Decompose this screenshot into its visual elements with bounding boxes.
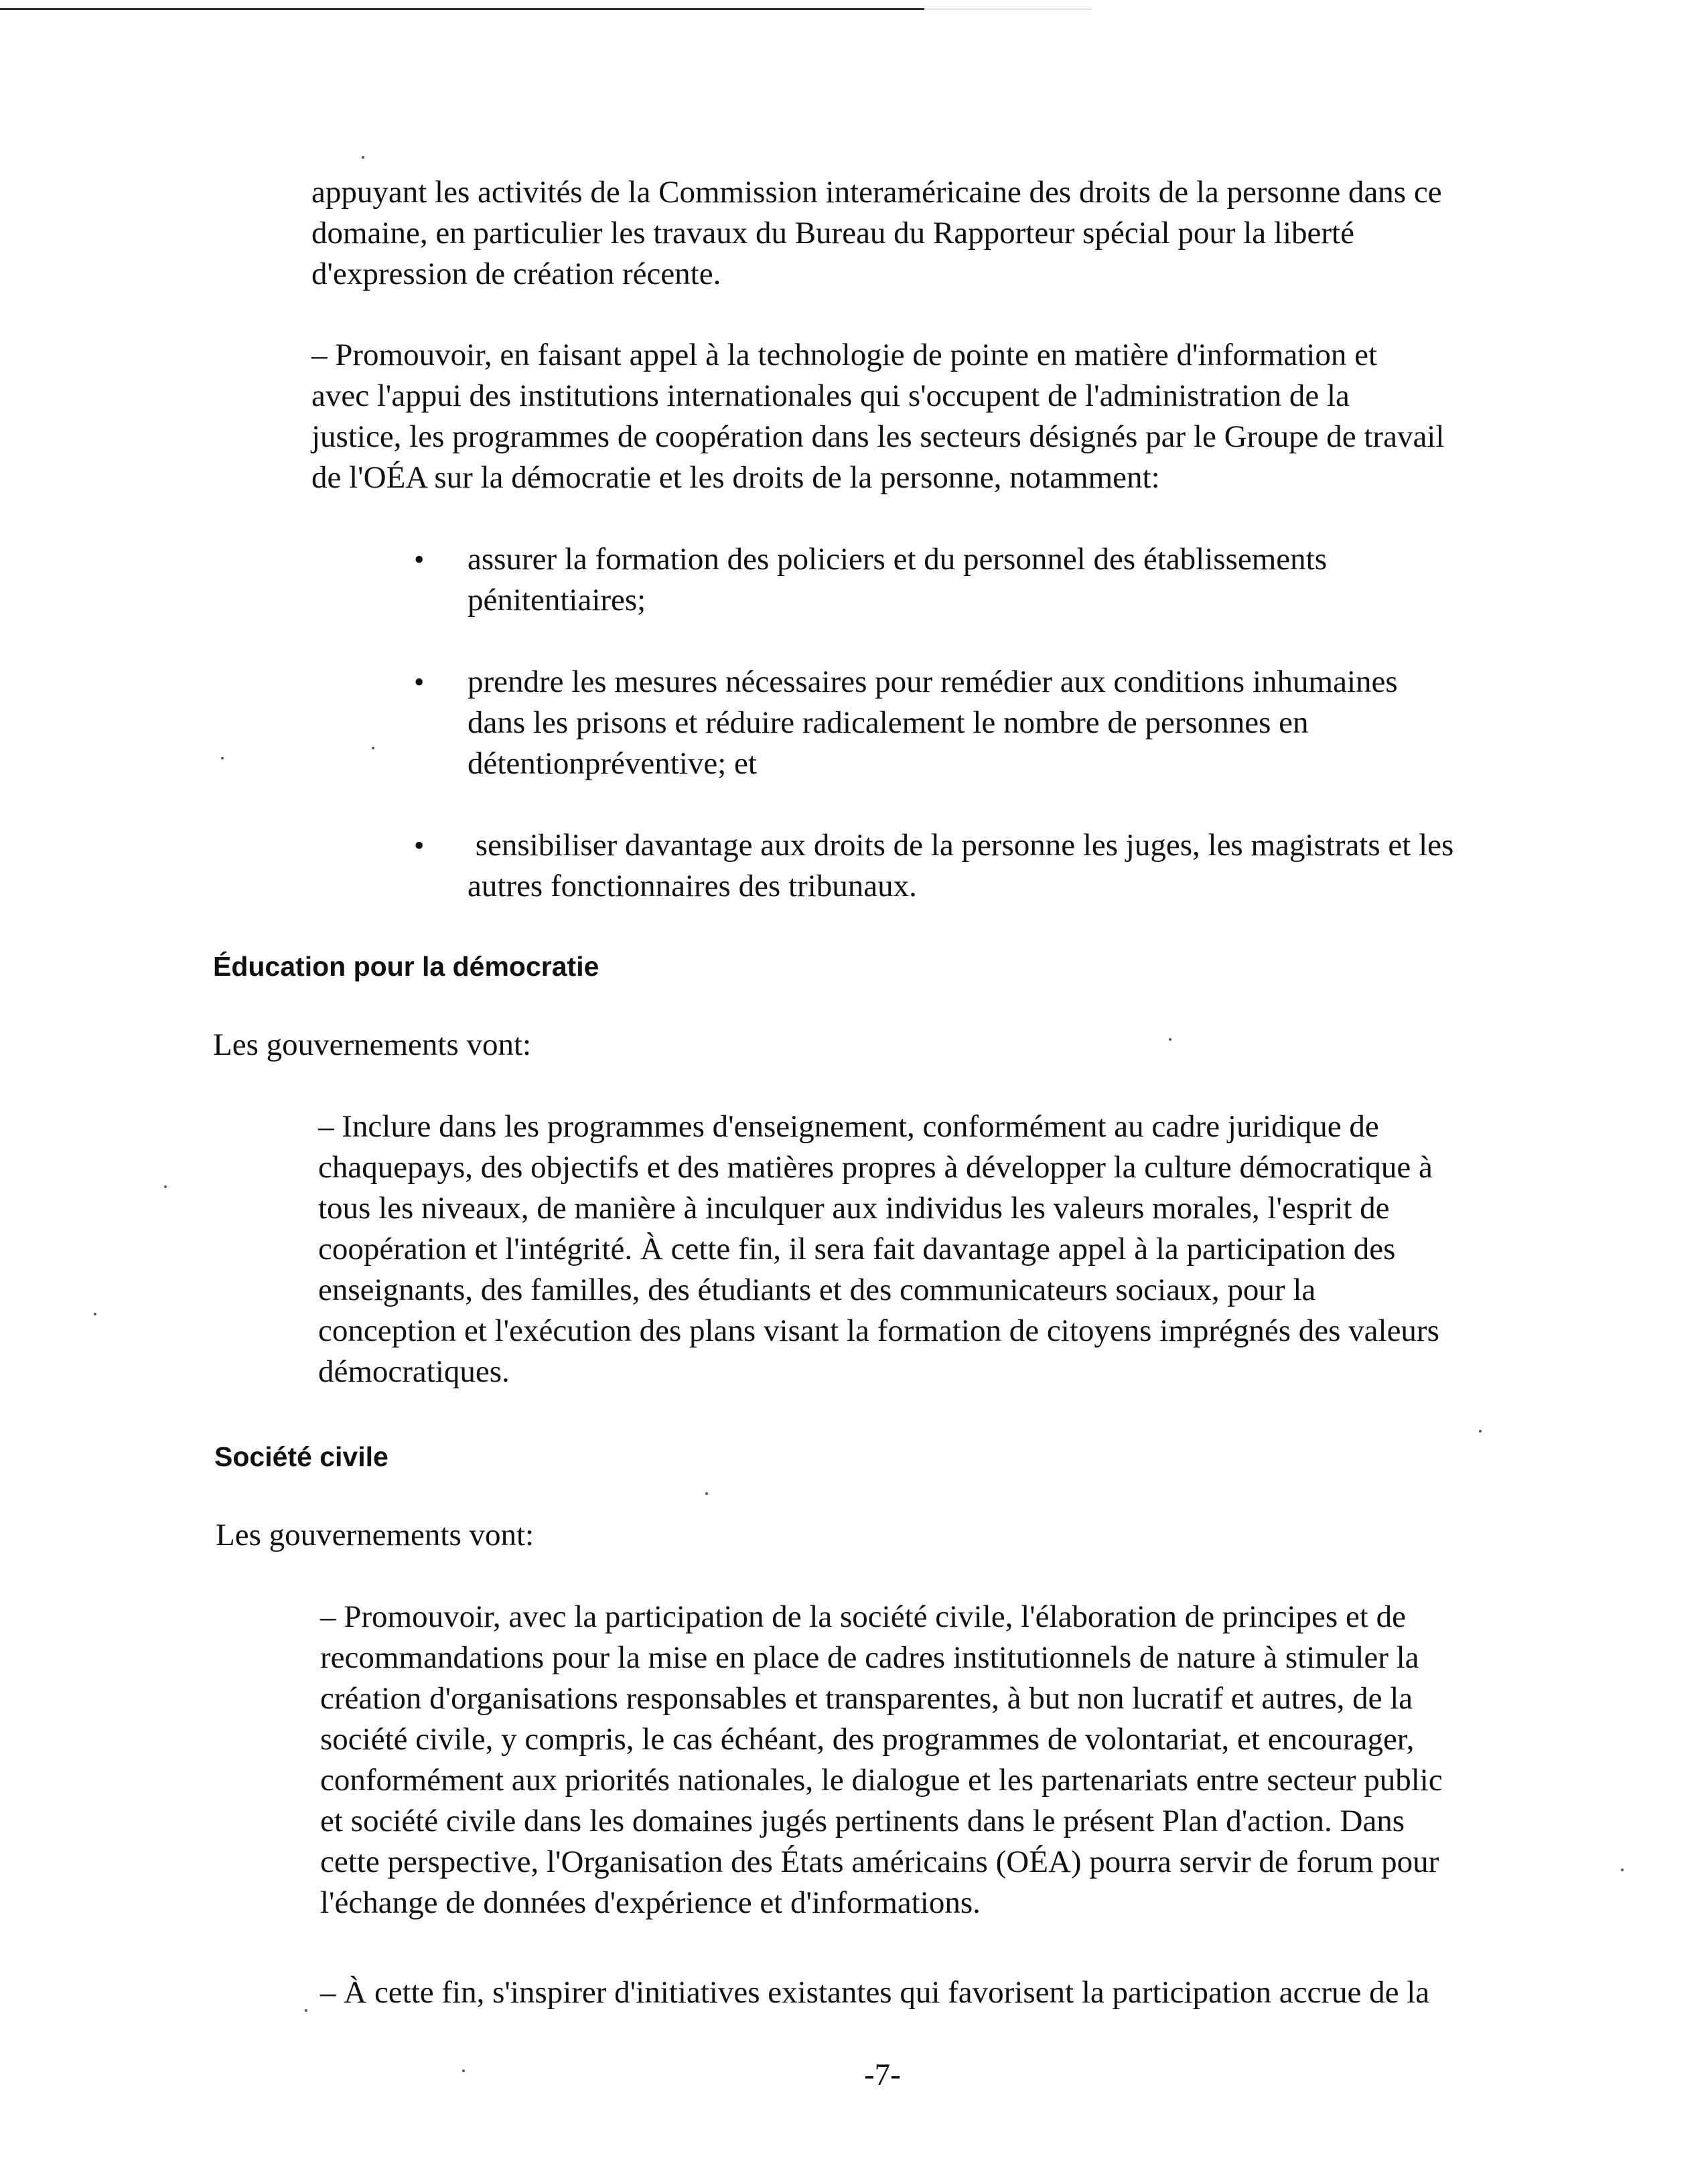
text-line: avec l'appui des institutions internationales qui s'occupent de l'administration de la xyxy=(311,378,1350,413)
section-heading-education: Éducation pour la démocratie xyxy=(213,951,599,982)
section-intro: Les gouvernements vont: xyxy=(216,1518,535,1552)
text-line: détentionpréventive; et xyxy=(468,746,757,781)
text-line: – À cette fin, s'inspirer d'initiatives existantes qui favorisent la participation accrue de la xyxy=(320,1975,1430,2010)
text-line: dans les prisons et réduire radicalement le nombre de personnes en xyxy=(468,705,1309,740)
scan-speck xyxy=(1479,1430,1482,1433)
scan-speck xyxy=(462,2069,465,2072)
intro-paragraph xyxy=(311,172,1442,295)
text-line: enseignants, des familles, des étudiants et des communicateurs sociaux, pour la xyxy=(318,1272,1316,1307)
top-rule xyxy=(0,8,924,10)
bullet-item xyxy=(468,662,1398,784)
text-line: l'échange de données d'expérience et d'informations. xyxy=(320,1885,981,1920)
text-line: justice, les programmes de coopération dans les secteurs désignés par le Groupe de travail xyxy=(311,419,1445,454)
section-intro: Les gouvernements vont: xyxy=(213,1027,532,1062)
text-line: assurer la formation des policiers et du personnel des établissements xyxy=(468,542,1327,577)
bullet-item xyxy=(468,825,1453,907)
bullet-item xyxy=(468,539,1327,621)
text-line: cette perspective, l'Organisation des États américains (OÉA) pourra servir de forum pour xyxy=(320,1844,1439,1879)
text-line: création d'organisations responsables et transparentes, à but non lucratif et autres, de la xyxy=(320,1681,1413,1716)
text-line: prendre les mesures nécessaires pour remédier aux conditions inhumaines xyxy=(468,664,1398,699)
education-paragraph xyxy=(318,1106,1439,1392)
scan-speck xyxy=(305,2009,307,2012)
text-line: – Promouvoir, avec la participation de la société civile, l'élaboration de principes et de xyxy=(320,1599,1406,1634)
civil-paragraph-2 xyxy=(320,1972,1429,2013)
text-line: conformément aux priorités nationales, le dialogue et les partenariats entre secteur public xyxy=(320,1763,1443,1798)
scan-speck xyxy=(372,747,374,749)
text-line: domaine, en particulier les travaux du Bureau du Rapporteur spécial pour la liberté xyxy=(311,216,1354,250)
scan-speck xyxy=(1169,1038,1171,1041)
scan-speck xyxy=(362,156,364,159)
text-line: sensibiliser davantage aux droits de la personne les juges, les magistrats et les xyxy=(468,828,1454,863)
bullet-marker: • xyxy=(414,543,425,576)
section-heading-civil-society: Société civile xyxy=(214,1441,388,1472)
bullet-marker: • xyxy=(414,666,425,699)
civil-paragraph-1 xyxy=(320,1597,1443,1923)
text-line: société civile, y compris, le cas échéant, des programmes de volontariat, et encourager, xyxy=(320,1722,1415,1757)
bullet-marker: • xyxy=(414,829,425,862)
text-line: pénitentiaires; xyxy=(468,583,646,617)
scan-speck xyxy=(1621,1869,1624,1871)
text-line: d'expression de création récente. xyxy=(311,257,721,291)
text-line: chaquepays, des objectifs et des matières propres à développer la culture démocratique à xyxy=(318,1150,1433,1185)
text-line: – Promouvoir, en faisant appel à la technologie de pointe en matière d'information et xyxy=(311,338,1378,372)
scan-speck xyxy=(705,1492,708,1495)
text-line: autres fonctionnaires des tribunaux. xyxy=(468,869,917,903)
text-line: et société civile dans les domaines jugés pertinents dans le présent Plan d'action. Dans xyxy=(320,1804,1405,1838)
text-line: conception et l'exécution des plans visant la formation de citoyens imprégnés des valeurs xyxy=(318,1313,1439,1348)
scan-speck xyxy=(221,757,224,759)
text-line: coopération et l'intégrité. À cette fin, il sera fait davantage appel à la participation des xyxy=(318,1232,1396,1266)
promote-paragraph xyxy=(311,335,1444,498)
text-line: tous les niveaux, de manière à inculquer aux individus les valeurs morales, l'esprit de xyxy=(318,1191,1390,1226)
text-line: démocratiques. xyxy=(318,1354,510,1389)
text-line: – Inclure dans les programmes d'enseignement, conformément au cadre juridique de xyxy=(318,1109,1379,1144)
scan-speck xyxy=(94,1313,96,1315)
text-line: recommandations pour la mise en place de cadres institutionnels de nature à stimuler la xyxy=(320,1640,1419,1675)
text-line: appuyant les activités de la Commission interaméricaine des droits de la personne dans ce xyxy=(311,175,1442,210)
page-number: -7- xyxy=(864,2057,901,2092)
scan-speck xyxy=(164,1185,167,1188)
text-line: de l'OÉA sur la démocratie et les droits de la personne, notamment: xyxy=(311,460,1160,495)
